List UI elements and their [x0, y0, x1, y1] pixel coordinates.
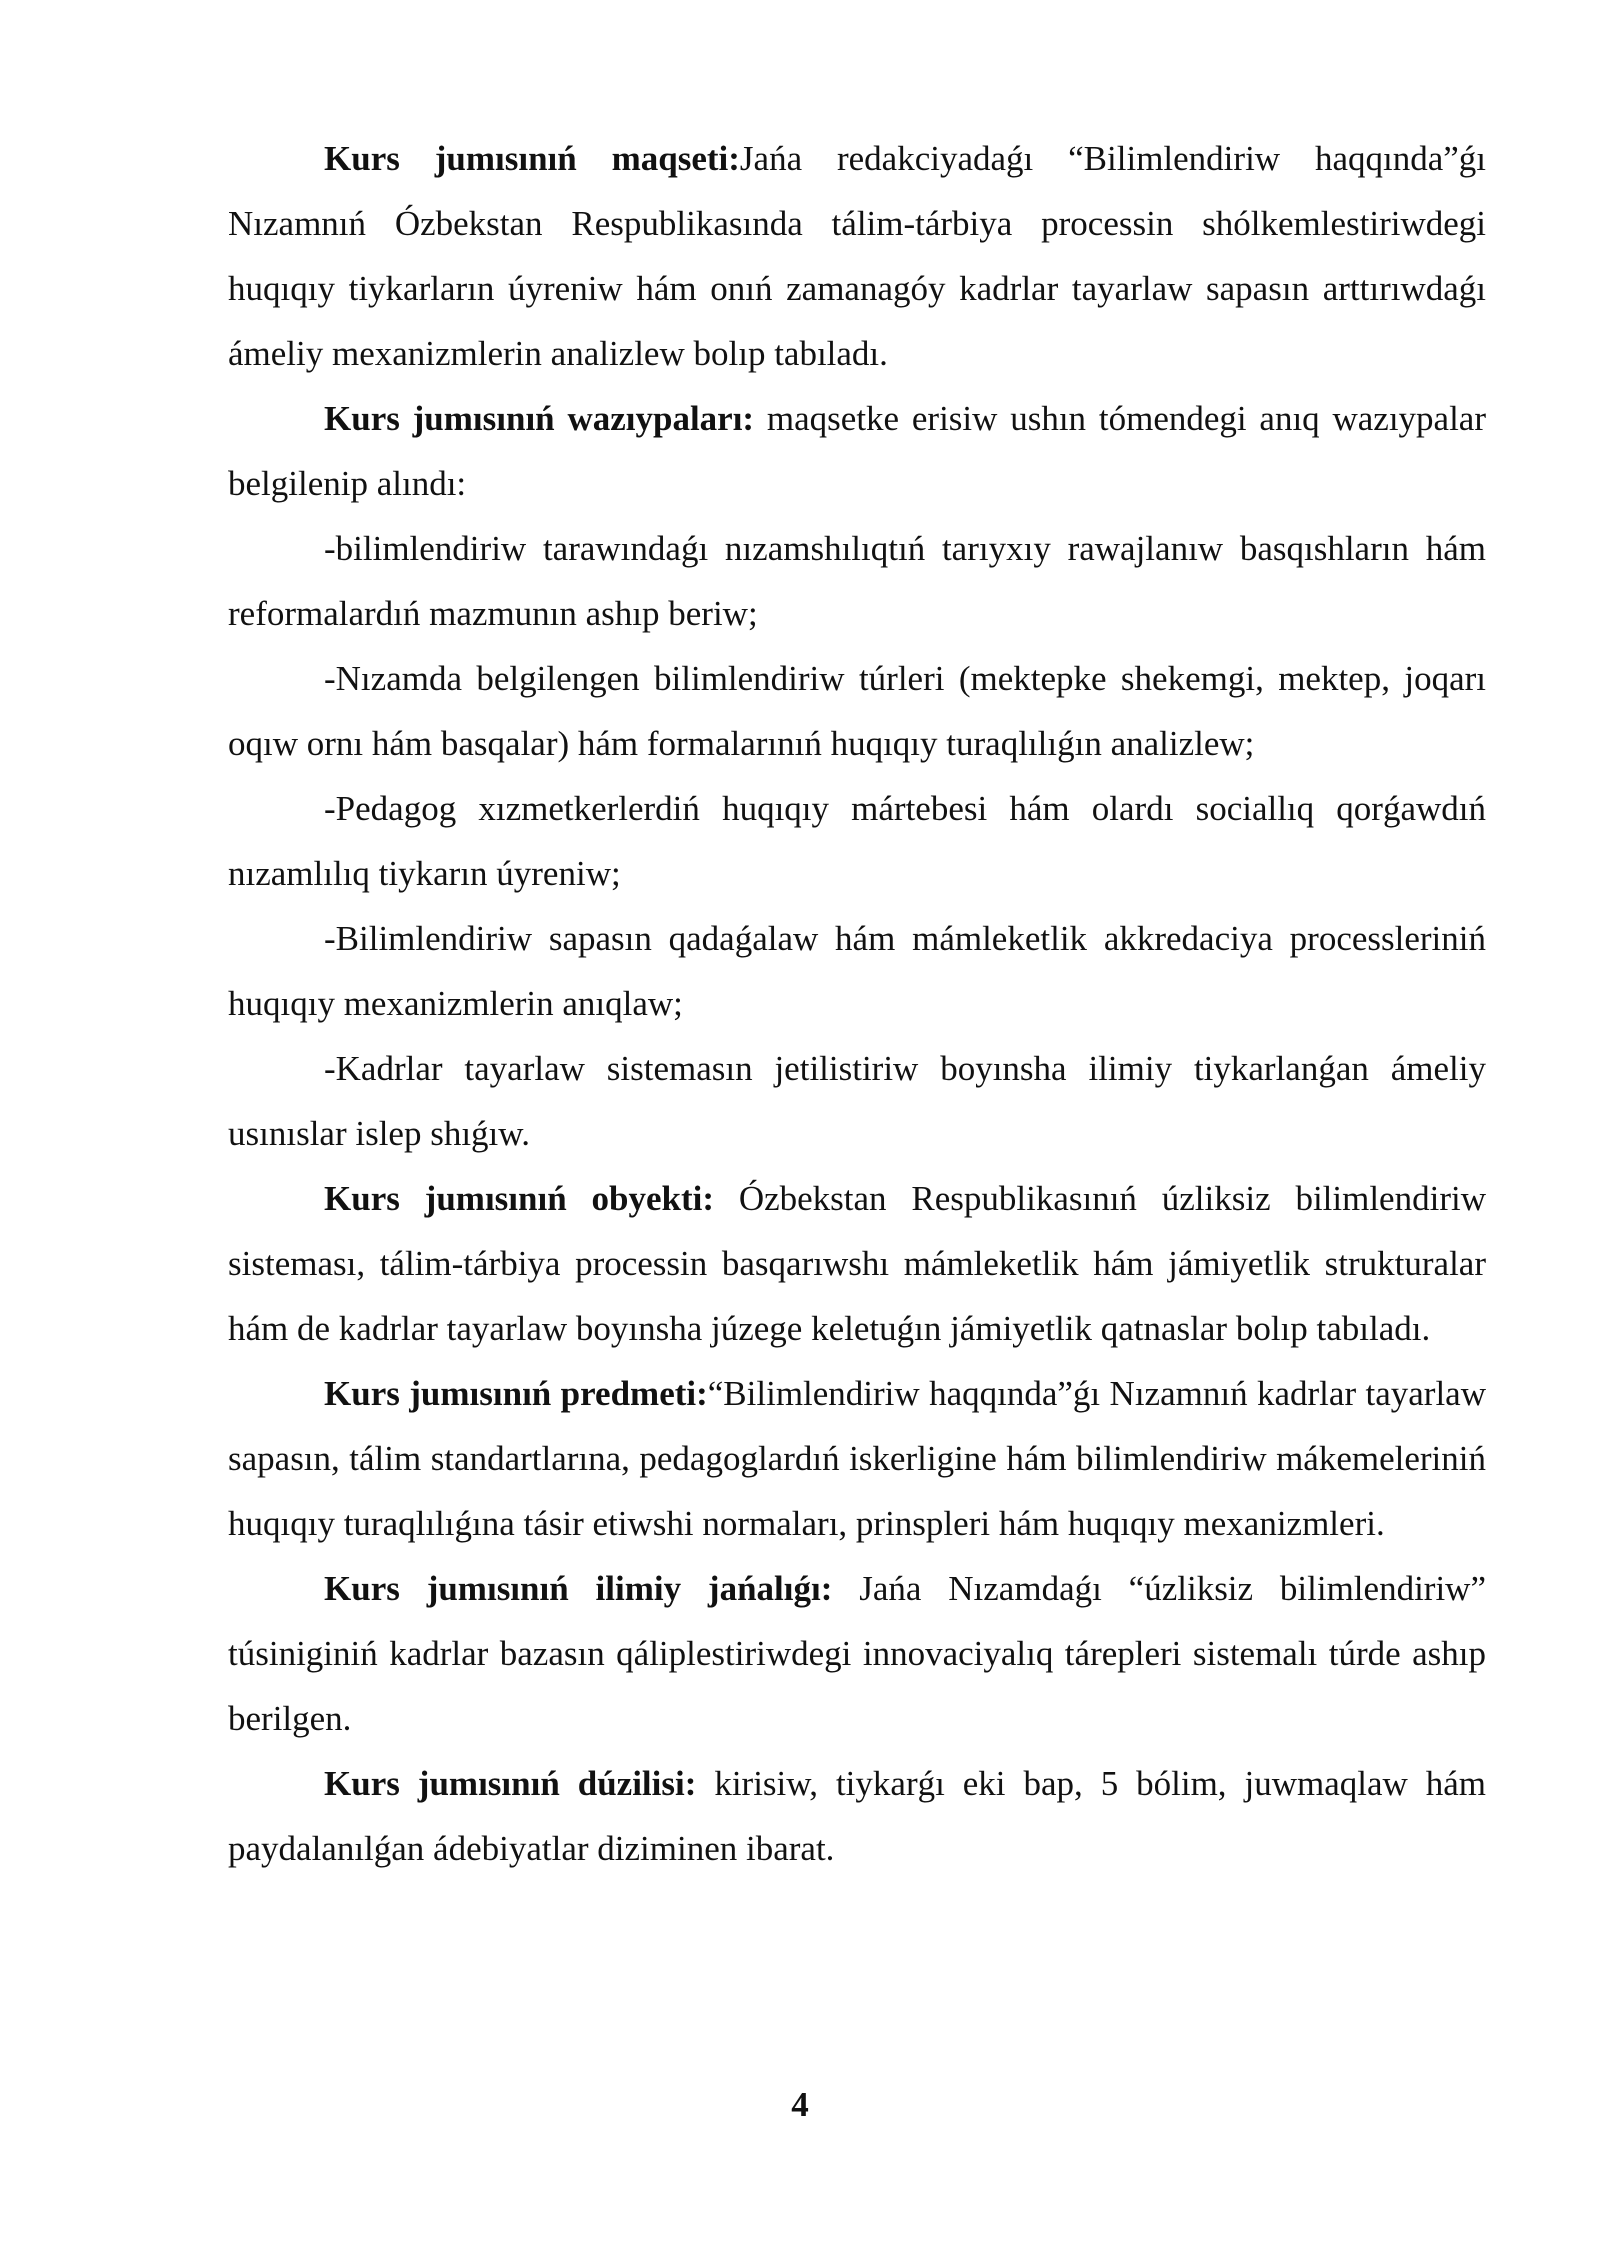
paragraph-text: kirisiw, tiykarǵı eki bap, 5 bólim, juwmaqlaw hám paydalanılǵan ádebiyatlar diziminen ibarat. [228, 1764, 1486, 1868]
paragraph-label: Kurs jumısınıń dúzilisi: [324, 1764, 697, 1803]
document-body [228, 126, 1486, 1881]
paragraph-text: -Nızamda belgilengen bilimlendiriw túrleri (mektepke shekemgi, mektep, joqarı oqıw ornı hám basqalar) hám formalarınıń huqıqıy turaqlılıǵın analizlew; [228, 659, 1486, 763]
paragraph-text: Jańa redakciyadaǵı “Bilimlendiriw haqqında”ǵı Nızamnıń Ózbekstan Respublikasında tálim-tárbiya processin shólkemlestiriwdegi huqıqıy tiykarların úyreniw hám onıń zamanagóy kadrlar tayarlaw sapasın arttırıwdaǵı ámeliy mexanizmlerin analizlew bolıp tabıladı. [228, 139, 1486, 373]
page-number: 4 [791, 2085, 809, 2124]
paragraph-text: -bilimlendiriw tarawındaǵı nızamshılıqtıń tarıyxıy rawajlanıw basqıshların hám reformalardıń mazmunın ashıp beriw; [228, 529, 1486, 633]
paragraph-text: -Kadrlar tayarlaw sistemasın jetilistiriw boyınsha ilimiy tiykarlanǵan ámeliy usınıslar islep shıǵıw. [228, 1049, 1486, 1153]
paragraph-label: Kurs jumısınıń predmeti: [324, 1374, 708, 1413]
paragraph-text: -Pedagog xızmetkerlerdiń huqıqıy mártebesi hám olardı sociallıq qorǵawdıń nızamlılıq tiykarın úyreniw; [228, 789, 1486, 893]
paragraph-text: maqsetke erisiw ushın tómendegi anıq wazıypalar belgilenip alındı: [228, 399, 1486, 503]
task-item [228, 776, 1486, 906]
paragraph-text: Ózbekstan Respublikasınıń úzliksiz bilimlendiriw sisteması, tálim-tárbiya processin basqarıwshı mámleketlik hám jámiyetlik strukturalar hám de kadrlar tayarlaw boyınsha júzege keletuǵın jámiyetlik qatnaslar bolıp tabıladı. [228, 1179, 1486, 1348]
paragraph-text: Jańa Nızamdaǵı “úzliksiz bilimlendiriw” túsiniginiń kadrlar bazasın qáliplestiriwdegi innovaciyalıq tárepleri sistemalı túrde ashıp berilgen. [228, 1569, 1486, 1738]
paragraph-text: “Bilimlendiriw haqqında”ǵı Nızamnıń kadrlar tayarlaw sapasın, tálim standartlarına, pedagoglardıń iskerligine hám bilimlendiriw mákemeleriniń huqıqıy turaqlılıǵına tásir etiwshi normaları, prinspleri hám huqıqıy mexanizmleri. [228, 1374, 1486, 1543]
paragraph-label: Kurs jumısınıń maqseti: [324, 139, 740, 178]
task-item [228, 1036, 1486, 1166]
paragraph-label: Kurs jumısınıń wazıypaları: [324, 399, 755, 438]
paragraph-text: -Bilimlendiriw sapasın qadaǵalaw hám mámleketlik akkredaciya processleriniń huqıqıy mexanizmlerin anıqlaw; [228, 919, 1486, 1023]
paragraph-object [228, 1166, 1486, 1361]
paragraph-label: Kurs jumısınıń ilimiy jańalıǵı: [324, 1569, 833, 1608]
paragraph-label: Kurs jumısınıń obyekti: [324, 1179, 714, 1218]
paragraph-subject [228, 1361, 1486, 1556]
paragraph-structure [228, 1751, 1486, 1881]
task-item [228, 646, 1486, 776]
task-item [228, 906, 1486, 1036]
task-item [228, 516, 1486, 646]
paragraph-goal [228, 126, 1486, 386]
paragraph-novelty [228, 1556, 1486, 1751]
paragraph-tasks [228, 386, 1486, 516]
